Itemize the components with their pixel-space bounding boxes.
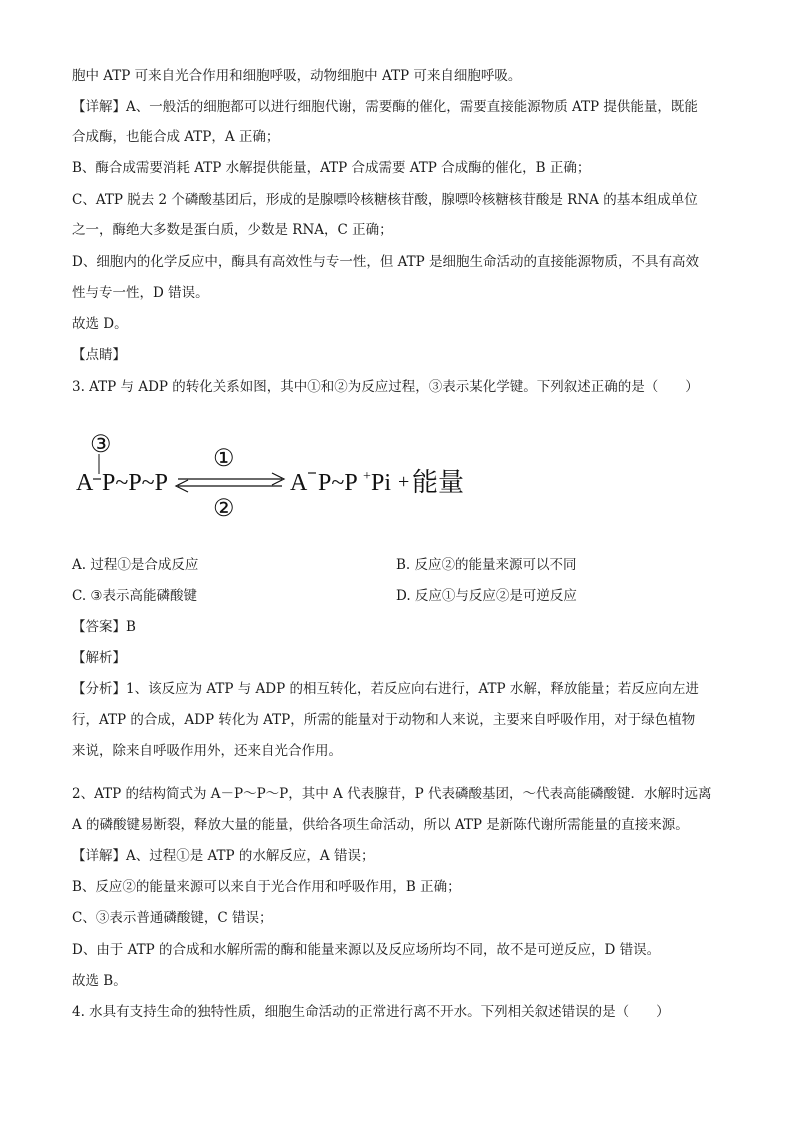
text-line-intro: 胞中 ATP 可来自光合作用和细胞呼吸，动物细胞中 ATP 可来自细胞呼吸。 [72, 68, 522, 84]
answer-line: 【答案】B [72, 619, 136, 635]
forward-arrow-label: ① [213, 446, 235, 472]
text-line-detail-heading: 【详解】A、一般活的细胞都可以进行细胞代谢，需要酶的催化，需要直接能源物质 ATP 提供能量，既能 [72, 99, 698, 115]
text-line: C、ATP 脱去 2 个磷酸基团后，形成的是腺嘌呤核糖核苷酸，腺嘌呤核糖核苷酸是 RNA 的基本组成单位 [72, 192, 698, 208]
detail-line: B、反应②的能量来源可以来自于光合作用和呼吸作用，B 正确； [72, 879, 461, 895]
analysis-line: 来说，除来自呼吸作用外，还来自光合作用。 [72, 743, 342, 759]
option-b: B. 反应②的能量来源可以不同 [396, 557, 577, 573]
question-4-stem: 4. 水具有支持生命的独特性质，细胞生命活动的正常进行离不开水。下列相关叙述错误的是（ ） [72, 1004, 670, 1020]
left-adenosine: A [76, 470, 94, 496]
atp-adp-diagram-svg [70, 418, 490, 528]
inorganic-phosphate: Pi [371, 470, 392, 496]
analysis-line: 2、ATP 的结构简式为 A－P～P～P，其中 A 代表腺苷，P 代表磷酸基团，～代表高能磷酸键．水解时远离 [72, 786, 712, 802]
left-phosphate-chain: P~P~P [102, 470, 169, 496]
text-line-comment-heading: 【点睛】 [72, 347, 126, 363]
option-c: C. ③表示高能磷酸键 [72, 588, 198, 604]
text-line-choice: 故选 D。 [72, 316, 128, 332]
detail-line: 【详解】A、过程①是 ATP 的水解反应，A 错误； [72, 848, 375, 864]
analysis-line: 【分析】1、该反应为 ATP 与 ADP 的相互转化，若反应向右进行，ATP 水解，释放能量；若反应向左进 [72, 681, 699, 697]
choice-line: 故选 B。 [72, 973, 127, 989]
option-a: A. 过程①是合成反应 [72, 557, 199, 573]
question-3-stem: 3. ATP 与 ADP 的转化关系如图，其中①和②为反应过程，③表示某化学键。下列叙述正确的是（ ） [72, 379, 699, 395]
text-line: 性与专一性，D 错误。 [72, 285, 209, 301]
bond-label: ③ [90, 432, 112, 458]
text-line: 合成酶，也能合成 ATP，A 正确； [72, 129, 280, 145]
analysis-heading: 【解析】 [72, 650, 126, 666]
detail-line: C、③表示普通磷酸键，C 错误； [72, 910, 273, 926]
energy-label: 能量 [412, 468, 465, 497]
option-d: D. 反应①与反应②是可逆反应 [396, 588, 577, 604]
atp-adp-diagram [70, 418, 490, 528]
right-adenosine: A [290, 470, 308, 496]
analysis-line: A 的磷酸键易断裂，释放大量的能量，供给各项生命活动，所以 ATP 是新陈代谢所需能量的直接来源。 [72, 817, 689, 833]
plus-sign-1: + [363, 469, 371, 484]
text-line: 之一，酶绝大多数是蛋白质，少数是 RNA，C 正确； [72, 222, 393, 238]
right-phosphate-chain: P~P [318, 470, 358, 496]
plus-sign-2: + [398, 471, 410, 493]
detail-line: D、由于 ATP 的合成和水解所需的酶和能量来源以及反应场所均不同，故不是可逆反应，D 错误。 [72, 942, 661, 958]
text-line: D、细胞内的化学反应中，酶具有高效性与专一性，但 ATP 是细胞生命活动的直接能源物质，不具有高效 [72, 254, 700, 270]
backward-arrow-label: ② [213, 496, 235, 522]
text-line: B、酶合成需要消耗 ATP 水解提供能量，ATP 合成需要 ATP 合成酶的催化，B 正确； [72, 160, 591, 176]
analysis-line: 行，ATP 的合成，ADP 转化为 ATP，所需的能量对于动物和人来说，主要来自呼吸作用，对于绿色植物 [72, 712, 696, 728]
